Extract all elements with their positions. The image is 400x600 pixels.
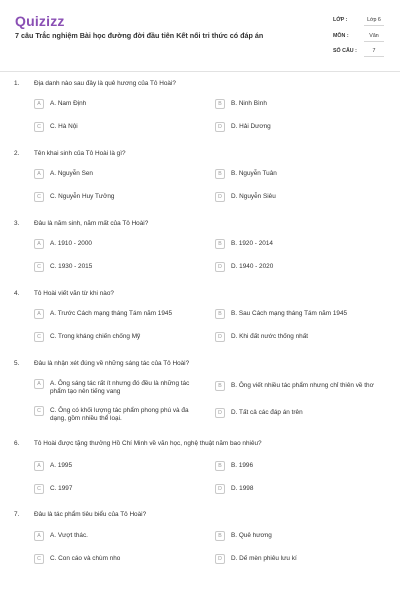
option-letter-badge: D: [215, 332, 225, 342]
question-number: 6.: [14, 440, 20, 447]
option-text: A. 1910 - 2000: [50, 240, 92, 247]
option-letter-badge: A: [34, 239, 44, 249]
question-text: Đâu là nhận xét đúng về những sáng tác của Tô Hoài?: [34, 360, 190, 367]
option-letter-badge: B: [215, 309, 225, 319]
option-text: A. Trước Cách mạng tháng Tám năm 1945: [50, 310, 173, 317]
option-text: C. Hà Nội: [50, 123, 78, 130]
option-letter-badge: C: [34, 554, 44, 564]
option-text: D. Hải Dương: [231, 123, 271, 130]
option-text: B. Ninh Bình: [231, 100, 267, 107]
option-text: D. 1998: [231, 485, 254, 492]
option-letter-badge: A: [34, 169, 44, 179]
option-text: C. Nguyễn Huy Tưởng: [50, 193, 115, 200]
option-letter-badge: B: [215, 531, 225, 541]
option-letter-badge: C: [34, 122, 44, 132]
question-number: 2.: [14, 150, 20, 157]
worksheet-header: [0, 0, 400, 70]
option-text: A. 1995: [50, 462, 73, 469]
option-letter-badge: B: [215, 381, 225, 391]
question-number: 1.: [14, 80, 20, 87]
option-letter-badge: D: [215, 262, 225, 272]
option-letter-badge: D: [215, 408, 225, 418]
option-text: A. Ông sáng tác rất ít nhưng đó đều là những tác phẩm tạo nên tiếng vang: [50, 380, 190, 396]
option-text: C. 1930 - 2015: [50, 263, 93, 270]
quizizz-logo: Quizizz: [15, 13, 65, 29]
question-text: Tô Hoài được tặng thưởng Hồ Chí Minh về văn học, nghệ thuật năm bao nhiêu?: [34, 440, 262, 447]
question-text: Đâu là tác phẩm tiêu biểu của Tô Hoài?: [34, 511, 147, 518]
question-number: 4.: [14, 290, 20, 297]
option-text: C. Ông có khối lượng tác phẩm phong phú và đa dạng, gồm nhiều thể loại.: [50, 407, 189, 423]
question-number: 5.: [14, 360, 20, 367]
meta-label-grade: LỚP :: [333, 17, 348, 23]
meta-value-subject: Văn: [364, 33, 384, 42]
option-text: B. Sau Cách mạng tháng Tám năm 1945: [231, 310, 348, 317]
option-letter-badge: A: [34, 309, 44, 319]
option-letter-badge: C: [34, 262, 44, 272]
question-text: Tô Hoài viết văn từ khi nào?: [34, 290, 114, 297]
option-text: A. Vượt thác.: [50, 532, 88, 539]
meta-value-grade: Lớp 6: [364, 17, 384, 26]
question-number: 7.: [14, 511, 20, 518]
meta-value-count: 7: [364, 48, 384, 57]
option-text: D. Nguyễn Siêu: [231, 193, 276, 200]
option-text: B. 1920 - 2014: [231, 240, 273, 247]
meta-label-count: SỐ CÂU :: [333, 48, 357, 54]
option-text: D. Khi đất nước thống nhất: [231, 333, 309, 340]
option-letter-badge: C: [34, 484, 44, 494]
option-text: A. Nguyễn Sen: [50, 170, 93, 177]
question-number: 3.: [14, 220, 20, 227]
option-text: D. 1940 - 2020: [231, 263, 274, 270]
question-text: Đâu là năm sinh, năm mất của Tô Hoài?: [34, 220, 149, 227]
option-letter-badge: D: [215, 484, 225, 494]
question-text: Địa danh nào sau đây là quê hương của Tô Hoài?: [34, 80, 176, 87]
option-text: B. Quê hương: [231, 532, 272, 539]
worksheet-title: 7 câu Trắc nghiệm Bài học đường đời đầu tiên Kết nối tri thức có đáp án: [15, 31, 264, 40]
option-text: B. Nguyễn Tuân: [231, 170, 277, 177]
option-letter-badge: A: [34, 461, 44, 471]
header-divider: [0, 71, 400, 72]
option-letter-badge: A: [34, 531, 44, 541]
option-text: A. Nam Định: [50, 100, 87, 107]
option-text: C. 1997: [50, 485, 73, 492]
option-letter-badge: A: [34, 379, 44, 389]
option-letter-badge: C: [34, 192, 44, 202]
option-text: B. 1996: [231, 462, 254, 469]
option-text: C. Con cáo và chùm nho: [50, 555, 121, 562]
option-letter-badge: B: [215, 239, 225, 249]
option-letter-badge: D: [215, 554, 225, 564]
option-text: C. Trong kháng chiến chống Mỹ: [50, 333, 141, 340]
option-letter-badge: B: [215, 169, 225, 179]
meta-label-subject: MÔN :: [333, 33, 349, 39]
option-letter-badge: C: [34, 406, 44, 416]
option-letter-badge: B: [215, 99, 225, 109]
option-text: B. Ông viết nhiều tác phẩm nhưng chỉ thiên về thơ: [231, 382, 374, 389]
option-letter-badge: A: [34, 99, 44, 109]
option-letter-badge: D: [215, 122, 225, 132]
option-letter-badge: D: [215, 192, 225, 202]
option-text: D. Tất cả các đáp án trên: [231, 409, 303, 416]
option-letter-badge: C: [34, 332, 44, 342]
option-text: D. Dế mèn phiêu lưu kí: [231, 555, 297, 562]
question-text: Tên khai sinh của Tô Hoài là gì?: [34, 150, 126, 157]
option-letter-badge: B: [215, 461, 225, 471]
